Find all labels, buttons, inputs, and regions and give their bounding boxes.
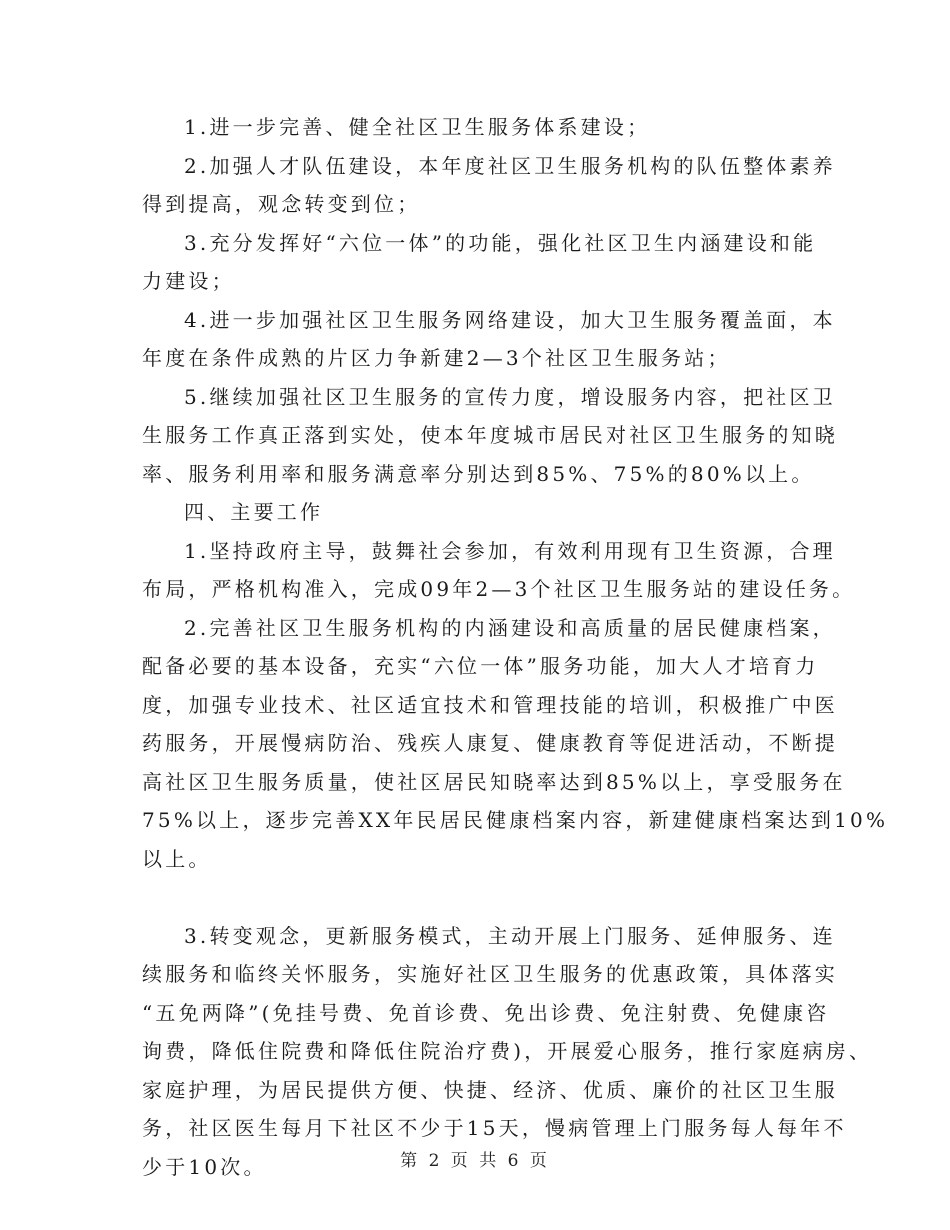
text-line: 以上。 xyxy=(142,846,212,871)
section-heading: 四、主要工作 xyxy=(184,500,324,524)
text-line: 4.进一步加强社区卫生服务网络建设，加大卫生服务覆盖面，本 xyxy=(184,307,836,332)
text-line: 5.继续加强社区卫生服务的宣传力度，增设服务内容，把社区卫 xyxy=(184,384,836,409)
paragraph-goal-4 xyxy=(142,301,836,378)
blank-line xyxy=(142,878,822,917)
page-number-footer: 第 2 页 共 6 页 xyxy=(400,1151,550,1171)
text-line: 2.加强人才队伍建设，本年度社区卫生服务机构的队伍整体素养 xyxy=(184,153,836,178)
text-line: 配备必要的基本设备，充实“六位一体”服务功能，加大人才培育力 xyxy=(142,654,819,678)
document-body xyxy=(142,108,889,1186)
text-line: 2.完善社区卫生服务机构的内涵建设和高质量的居民健康档案， xyxy=(184,615,836,640)
text-line: 3.充分发挥好“六位一体”的功能，强化社区卫生内涵建设和能 xyxy=(184,230,817,255)
text-line: 少于10次。 xyxy=(142,1154,267,1179)
paragraph-goal-2 xyxy=(142,147,836,224)
text-line: 布局，严格机构准入，完成09年2—3个社区卫生服务站的建设任务。 xyxy=(142,577,856,601)
text-line: 1.进一步完善、健全社区卫生服务体系建设； xyxy=(184,115,651,139)
text-line: 力建设； xyxy=(142,269,235,293)
paragraph-spacer xyxy=(142,878,822,917)
text-line: 3.转变观念，更新服务模式，主动开展上门服务、延伸服务、连 xyxy=(184,923,836,948)
text-line: 药服务，开展慢病防治、残疾人康复、健康教育等促进活动，不断提 xyxy=(142,731,838,755)
text-line: 询费，降低住院费和降低住院治疗费)，开展爱心服务，推行家庭病房、 xyxy=(142,1039,873,1063)
paragraph-goal-5 xyxy=(142,378,838,494)
section-heading-main-work xyxy=(142,493,822,532)
text-line: 生服务工作真正落到实处，使本年度城市居民对社区卫生服务的知晓 xyxy=(142,423,838,447)
text-line: 率、服务利用率和服务满意率分别达到85%、75%的80%以上。 xyxy=(142,461,815,486)
text-line: “五免两降”(免挂号费、免首诊费、免出诊费、免注射费、免健康咨 xyxy=(142,1000,830,1025)
paragraph-goal-1 xyxy=(142,108,822,147)
text-line: 务，社区医生每月下社区不少于15天，慢病管理上门服务每人每年不 xyxy=(142,1116,847,1140)
text-line: 续服务和临终关怀服务，实施好社区卫生服务的优惠政策，具体落实 xyxy=(142,962,838,986)
text-line: 得到提高，观念转变到位； xyxy=(142,192,421,216)
text-line: 75%以上，逐步完善XX年民居民健康档案内容，新建健康档案达到10% xyxy=(142,808,889,832)
text-line: 家庭护理，为居民提供方便、快捷、经济、优质、廉价的社区卫生服 xyxy=(142,1077,838,1102)
text-line: 高社区卫生服务质量，使社区居民知晓率达到85%以上，享受服务在 xyxy=(142,769,846,794)
text-line: 度，加强专业技术、社区适宜技术和管理技能的培训，积极推广中医 xyxy=(142,692,838,717)
text-line: 1.坚持政府主导，鼓舞社会参加，有效利用现有卫生资源，合理 xyxy=(184,538,836,563)
paragraph-work-2 xyxy=(142,609,889,879)
paragraph-goal-3 xyxy=(142,224,822,301)
text-line: 年度在条件成熟的片区力争新建2—3个社区卫生服务站； xyxy=(142,346,731,370)
paragraph-work-1 xyxy=(142,532,856,609)
